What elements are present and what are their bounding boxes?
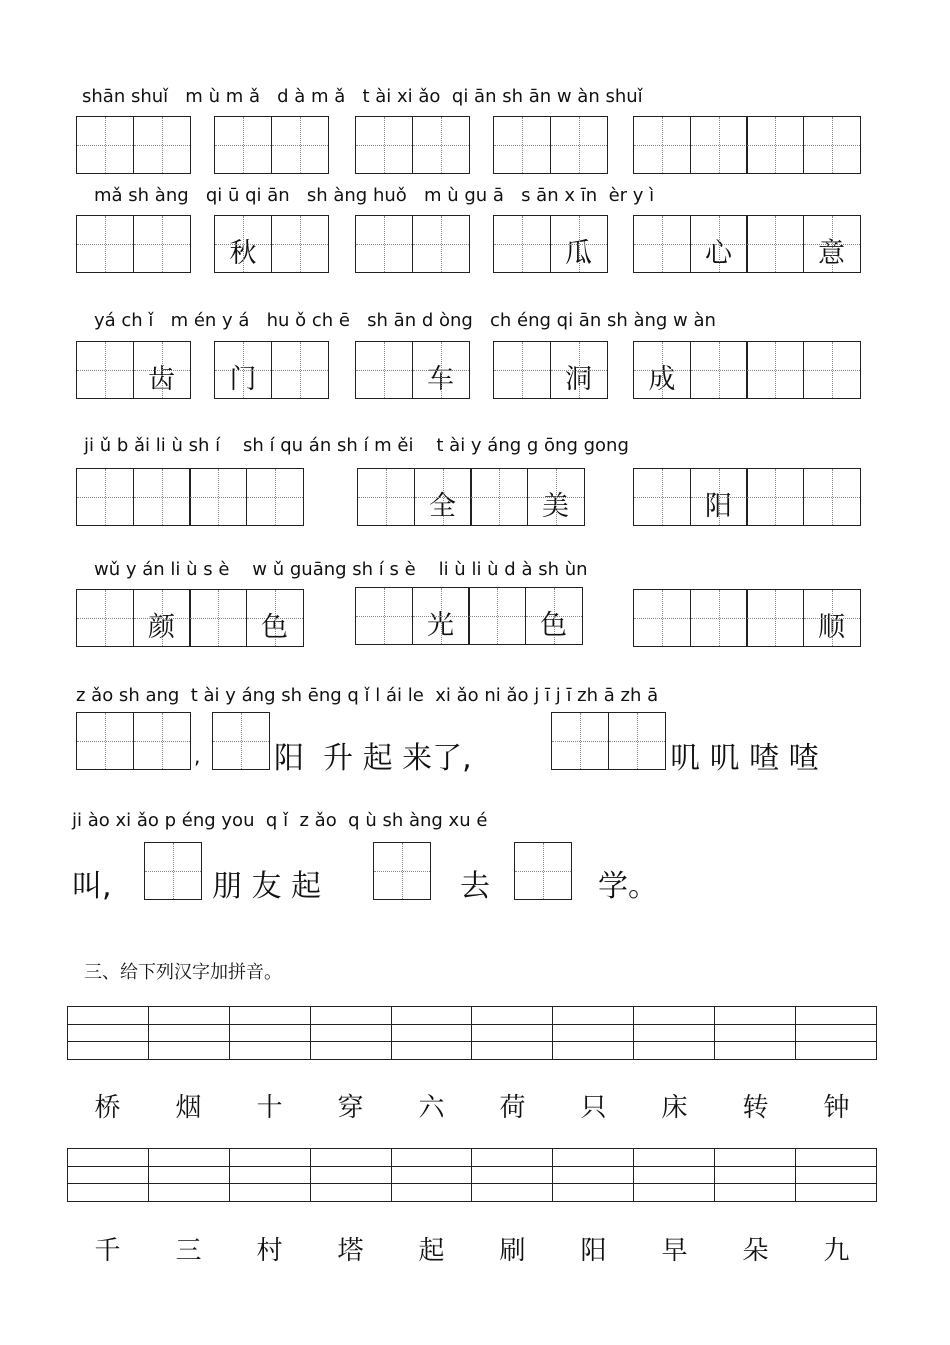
writing-cell[interactable]: 成	[633, 341, 691, 399]
writing-cell[interactable]	[746, 116, 804, 174]
writing-cell[interactable]: 光	[412, 587, 470, 645]
hanzi-row-2	[67, 1230, 877, 1267]
writing-cell[interactable]	[133, 116, 191, 174]
writing-cell[interactable]	[76, 215, 134, 273]
hanzi: 九	[823, 1236, 850, 1266]
writing-cell[interactable]	[133, 468, 191, 526]
hanzi: 千	[94, 1236, 121, 1266]
grid-group	[355, 215, 470, 273]
writing-cell[interactable]: 全	[414, 468, 472, 526]
pinyin-row-2: mǎ sh àng qi ū qi ān sh àng huǒ m ù gu ā s ān x īn èr y ì	[94, 185, 655, 206]
writing-cell[interactable]	[690, 341, 748, 399]
writing-cell[interactable]	[470, 468, 528, 526]
pinyin-writing-table	[67, 1148, 877, 1202]
section3-title: 三、给下列汉字加拼音。	[84, 962, 282, 983]
grid-group	[493, 341, 608, 399]
writing-cell[interactable]	[690, 589, 748, 647]
grid-group	[633, 468, 861, 526]
writing-cell[interactable]	[803, 468, 861, 526]
grid-group	[355, 116, 470, 174]
writing-cell[interactable]	[746, 341, 804, 399]
writing-cell[interactable]	[133, 712, 191, 770]
grid-group	[633, 589, 861, 647]
writing-cell[interactable]	[76, 468, 134, 526]
writing-cell[interactable]: 阳	[690, 468, 748, 526]
sentence2-text-a: 朋 友 起	[212, 869, 322, 904]
grid-group	[214, 341, 329, 399]
hanzi: 朵	[742, 1236, 769, 1266]
pinyin-row-3: yá ch ǐ m én y á hu ǒ ch ē sh ān d òng ch éng qi ān sh àng w àn	[94, 310, 716, 331]
writing-cell[interactable]	[514, 842, 572, 900]
writing-cell[interactable]	[76, 116, 134, 174]
sentence2-pinyin: ji ào xi ǎo p éng you q ǐ z ǎo q ù sh àng xu é	[72, 810, 488, 831]
writing-cell[interactable]	[76, 712, 134, 770]
writing-cell[interactable]: 瓜	[550, 215, 608, 273]
writing-cell[interactable]	[468, 587, 526, 645]
writing-cell[interactable]	[551, 712, 609, 770]
writing-cell[interactable]	[271, 215, 329, 273]
grid-group	[633, 116, 861, 174]
hanzi: 刷	[499, 1236, 526, 1266]
hanzi: 桥	[94, 1093, 121, 1123]
pinyin-row-4: ji ǔ b ǎi li ù sh í sh í qu án sh í m ěi t ài y áng g ōng gong	[84, 435, 629, 456]
hanzi-row-1	[67, 1087, 877, 1124]
hanzi: 十	[256, 1093, 283, 1123]
writing-cell[interactable]	[746, 215, 804, 273]
grid-group	[355, 587, 583, 645]
hanzi: 村	[256, 1236, 283, 1266]
grid-group	[76, 215, 191, 273]
grid-group	[76, 589, 304, 647]
writing-cell[interactable]	[803, 341, 861, 399]
grid-group	[144, 842, 202, 900]
writing-cell[interactable]	[550, 116, 608, 174]
writing-cell[interactable]	[355, 116, 413, 174]
writing-cell[interactable]	[746, 589, 804, 647]
grid-group	[76, 341, 191, 399]
writing-cell[interactable]	[246, 468, 304, 526]
writing-cell[interactable]	[633, 589, 691, 647]
writing-cell[interactable]: 色	[246, 589, 304, 647]
writing-cell[interactable]: 洞	[550, 341, 608, 399]
writing-cell[interactable]: 门	[214, 341, 272, 399]
writing-cell[interactable]: 心	[690, 215, 748, 273]
hanzi: 阳	[580, 1236, 607, 1266]
grid-group	[493, 215, 608, 273]
writing-cell[interactable]: 美	[527, 468, 585, 526]
grid-group	[212, 712, 270, 770]
writing-cell[interactable]	[189, 468, 247, 526]
hanzi: 早	[661, 1236, 688, 1266]
hanzi: 荷	[499, 1093, 526, 1123]
grid-group	[76, 712, 191, 770]
writing-cell[interactable]	[608, 712, 666, 770]
grid-group	[373, 842, 431, 900]
comma: ,	[194, 744, 201, 768]
sentence2-start-text: 叫,	[72, 869, 112, 904]
writing-cell[interactable]	[76, 589, 134, 647]
writing-cell[interactable]	[633, 468, 691, 526]
writing-cell[interactable]	[373, 842, 431, 900]
writing-cell[interactable]	[133, 215, 191, 273]
sentence2-text-b: 去	[460, 869, 490, 904]
hanzi: 烟	[175, 1093, 202, 1123]
grid-group	[214, 215, 329, 273]
sentence1-pinyin: z ǎo sh ang t ài y áng sh ēng q ǐ l ái le xi ǎo ni ǎo j ī j ī zh ā zh ā	[76, 685, 659, 706]
pinyin-row-1: shān shuǐ m ù m ǎ d à m ǎ t ài xi ǎo qi ān sh ān w àn shuǐ	[82, 86, 643, 107]
grid-group	[633, 341, 861, 399]
hanzi: 六	[418, 1093, 445, 1123]
grid-group	[76, 116, 191, 174]
hanzi: 床	[661, 1093, 688, 1123]
writing-cell[interactable]	[271, 341, 329, 399]
grid-group	[551, 712, 666, 770]
writing-cell[interactable]: 意	[803, 215, 861, 273]
sentence2-text-c: 学。	[598, 869, 658, 904]
writing-cell[interactable]: 色	[525, 587, 583, 645]
writing-cell[interactable]	[214, 116, 272, 174]
writing-cell[interactable]	[803, 116, 861, 174]
grid-group	[357, 468, 585, 526]
writing-cell[interactable]	[144, 842, 202, 900]
writing-cell[interactable]: 秋	[214, 215, 272, 273]
grid-group	[76, 468, 304, 526]
writing-cell[interactable]	[493, 116, 551, 174]
hanzi: 穿	[337, 1093, 364, 1123]
writing-cell[interactable]	[357, 468, 415, 526]
writing-cell[interactable]	[355, 215, 413, 273]
sentence1-end-text: 叽 叽 喳 喳	[670, 741, 819, 776]
writing-cell[interactable]	[746, 468, 804, 526]
writing-cell[interactable]	[189, 589, 247, 647]
writing-cell[interactable]	[690, 116, 748, 174]
writing-cell[interactable]	[493, 341, 551, 399]
hanzi: 只	[580, 1093, 607, 1123]
writing-cell[interactable]	[633, 215, 691, 273]
writing-cell[interactable]	[493, 215, 551, 273]
writing-cell[interactable]: 顺	[803, 589, 861, 647]
writing-cell[interactable]	[355, 587, 413, 645]
hanzi: 转	[742, 1093, 769, 1123]
writing-cell[interactable]	[76, 341, 134, 399]
writing-cell[interactable]	[212, 712, 270, 770]
writing-cell[interactable]: 车	[412, 341, 470, 399]
hanzi: 起	[418, 1236, 445, 1266]
hanzi: 钟	[823, 1093, 850, 1123]
grid-group	[355, 341, 470, 399]
writing-cell[interactable]	[271, 116, 329, 174]
grid-group	[214, 116, 329, 174]
pinyin-row-5: wǔ y án li ù s è w ǔ guāng sh í s è li ù li ù d à sh ùn	[94, 559, 588, 580]
writing-cell[interactable]: 齿	[133, 341, 191, 399]
grid-group	[633, 215, 861, 273]
hanzi: 塔	[337, 1236, 364, 1266]
writing-cell[interactable]	[633, 116, 691, 174]
writing-cell[interactable]	[412, 215, 470, 273]
writing-cell[interactable]	[355, 341, 413, 399]
grid-group	[514, 842, 572, 900]
writing-cell[interactable]	[412, 116, 470, 174]
pinyin-writing-table	[67, 1006, 877, 1060]
hanzi: 三	[175, 1236, 202, 1266]
writing-cell[interactable]: 颜	[133, 589, 191, 647]
grid-group	[493, 116, 608, 174]
sentence1-mid-text: 阳 升 起 来了,	[274, 741, 472, 776]
